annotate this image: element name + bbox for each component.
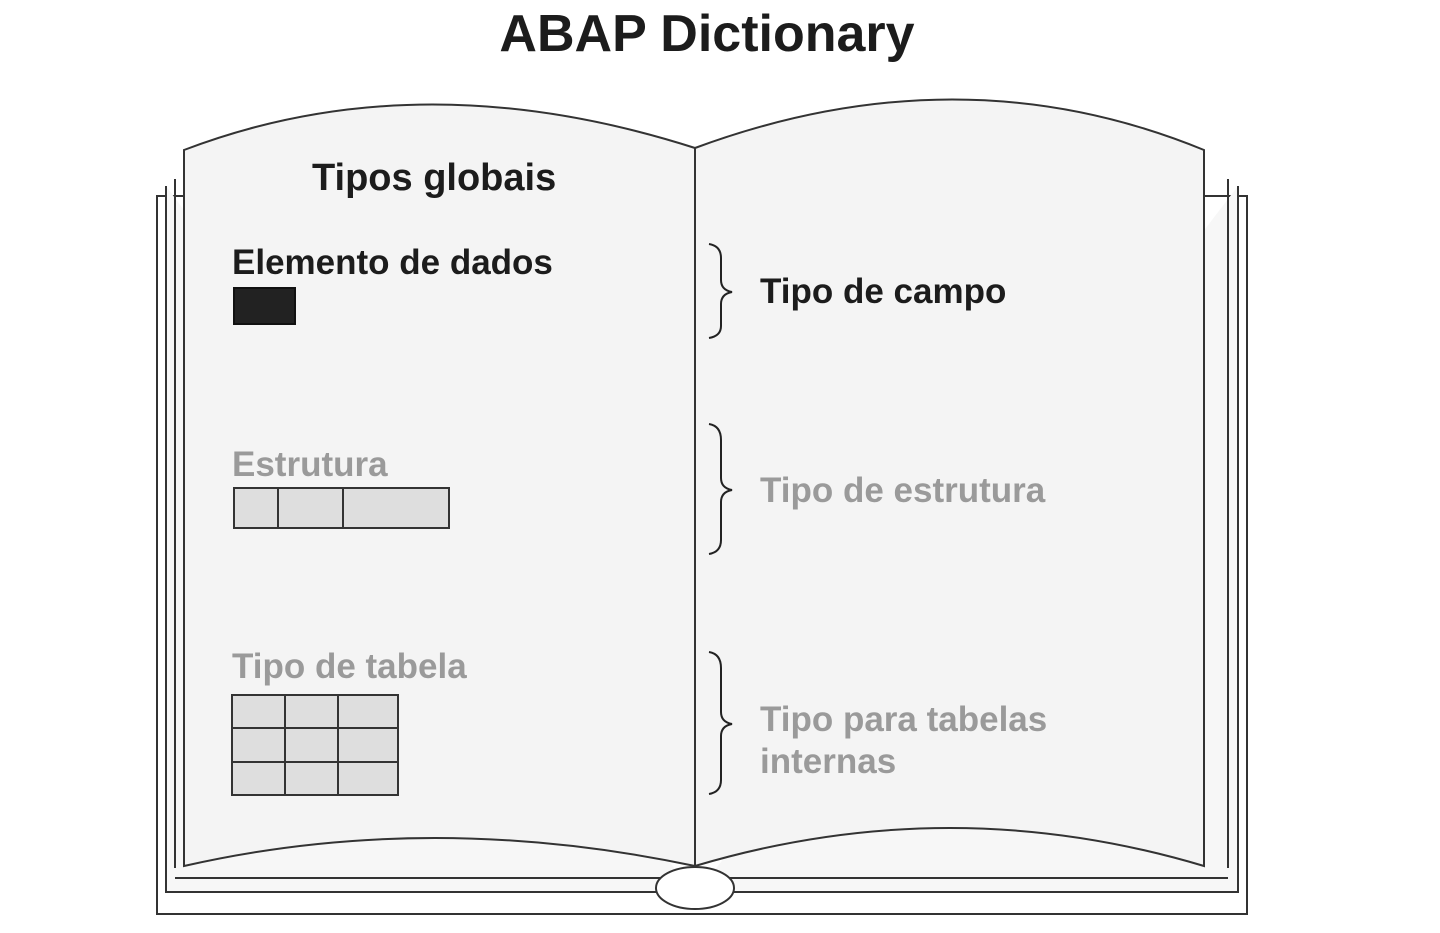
table-type-grid xyxy=(232,695,398,795)
page-heading: Tipos globais xyxy=(312,157,557,199)
data-element-label: Elemento de dados xyxy=(232,243,553,282)
table-type-label: Tipo de tabela xyxy=(232,647,467,686)
structure-type-label: Tipo de estrutura xyxy=(760,471,1046,510)
structure-label: Estrutura xyxy=(232,445,388,484)
data-element-block xyxy=(234,288,295,324)
spine-knob xyxy=(656,867,734,909)
field-type-label: Tipo de campo xyxy=(760,272,1007,311)
structure-block xyxy=(234,488,449,528)
internal-table-type-label-line1: Tipo para tabelas xyxy=(760,700,1048,739)
internal-table-type-label-line2: internas xyxy=(760,742,897,781)
diagram-title: ABAP Dictionary xyxy=(499,5,915,63)
